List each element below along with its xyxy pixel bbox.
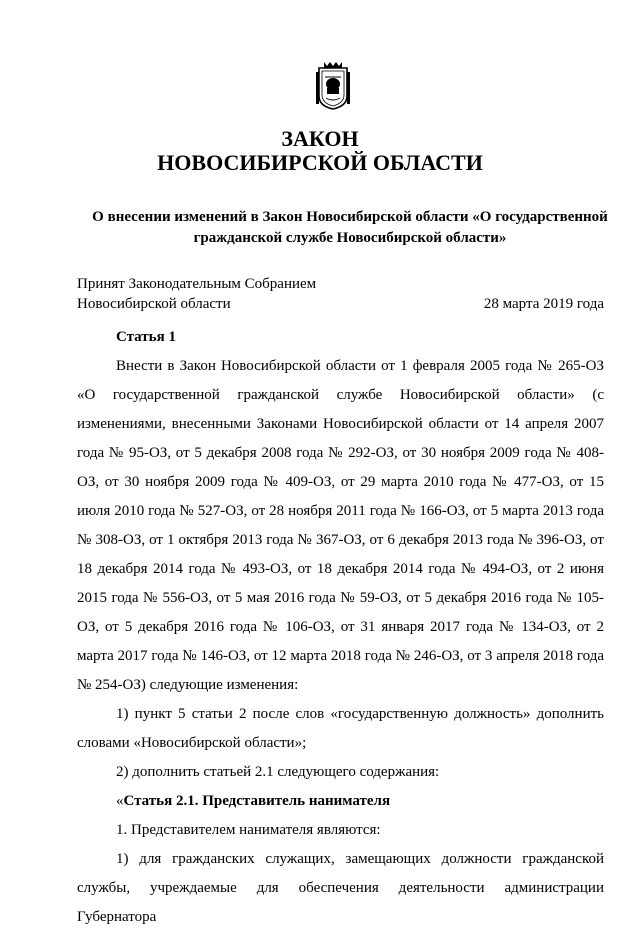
article-heading: Статья 1 — [116, 329, 176, 345]
region-title: НОВОСИБИРСКОЙ ОБЛАСТИ — [157, 150, 483, 175]
adoption-line-2: Новосибирской области — [77, 296, 231, 312]
adoption-block — [77, 274, 604, 314]
quote-mark: « — [116, 793, 124, 809]
adoption-date: 28 марта 2019 года — [483, 296, 604, 312]
article-paragraph: Внести в Закон Новосибирской области от 1 февраля 2005 года № 265-ОЗ «О государственной гражданской службе Новосибирской области» (с изменениями, внесенными Законами Новосибирской области от 14 апреля 2007 года № 95-ОЗ, от 5 декабря 2008 года № 292-ОЗ, от 30 ноября 2009 года № 408-ОЗ, от 30 ноября 2009 года № 409-ОЗ, от 29 марта 2010 года № 477-ОЗ, от 15 июля 2010 года № 527-ОЗ, от 28 ноября 2011 года № 166-ОЗ, от 5 марта 2013 года № 308-ОЗ, от 1 октября 2013 года № 367-ОЗ, от 6 декабря 2013 года № 396-ОЗ, от 18 декабря 2014 года № 493-ОЗ, от 18 декабря 2014 года № 494-ОЗ, от 2 июня 2015 года № 556-ОЗ, от 5 мая 2016 года № 59-ОЗ, от 5 декабря 2016 года № 105-ОЗ, от 5 декабря 2016 года № 106-ОЗ, от 31 января 2017 года № 134-ОЗ, от 2 марта 2017 года № 146-ОЗ, от 12 марта 2018 года № 246-ОЗ, от 3 апреля 2018 года № 254-ОЗ) следующие изменения: — [77, 358, 604, 693]
amendment-item-1: 1) пункт 5 статьи 2 после слов «государственную должность» дополнить словами «Новосибирской области»; — [77, 706, 604, 751]
law-subtitle: О внесении изменений в Закон Новосибирской области «О государственной гражданской службе Новосибирской области» — [92, 209, 608, 246]
quoted-article-heading — [77, 787, 604, 816]
amendment-item-2: 2) дополнить статьей 2.1 следующего содержания: — [116, 764, 440, 780]
adoption-row — [77, 294, 604, 314]
law-body — [77, 323, 604, 932]
coat-of-arms-icon — [316, 60, 350, 110]
law-title: ЗАКОН — [281, 126, 359, 151]
subpoint-1: 1) для гражданских служащих, замещающих должности гражданской службы, учреждаемые для обеспечения деятельности администрации Губернатора — [77, 851, 604, 925]
quoted-heading-text: Статья 2.1. Представитель нанимателя — [123, 793, 391, 809]
adoption-line-1: Принят Законодательным Собранием — [77, 276, 317, 292]
point-1: 1. Представителем нанимателя являются: — [116, 822, 381, 838]
